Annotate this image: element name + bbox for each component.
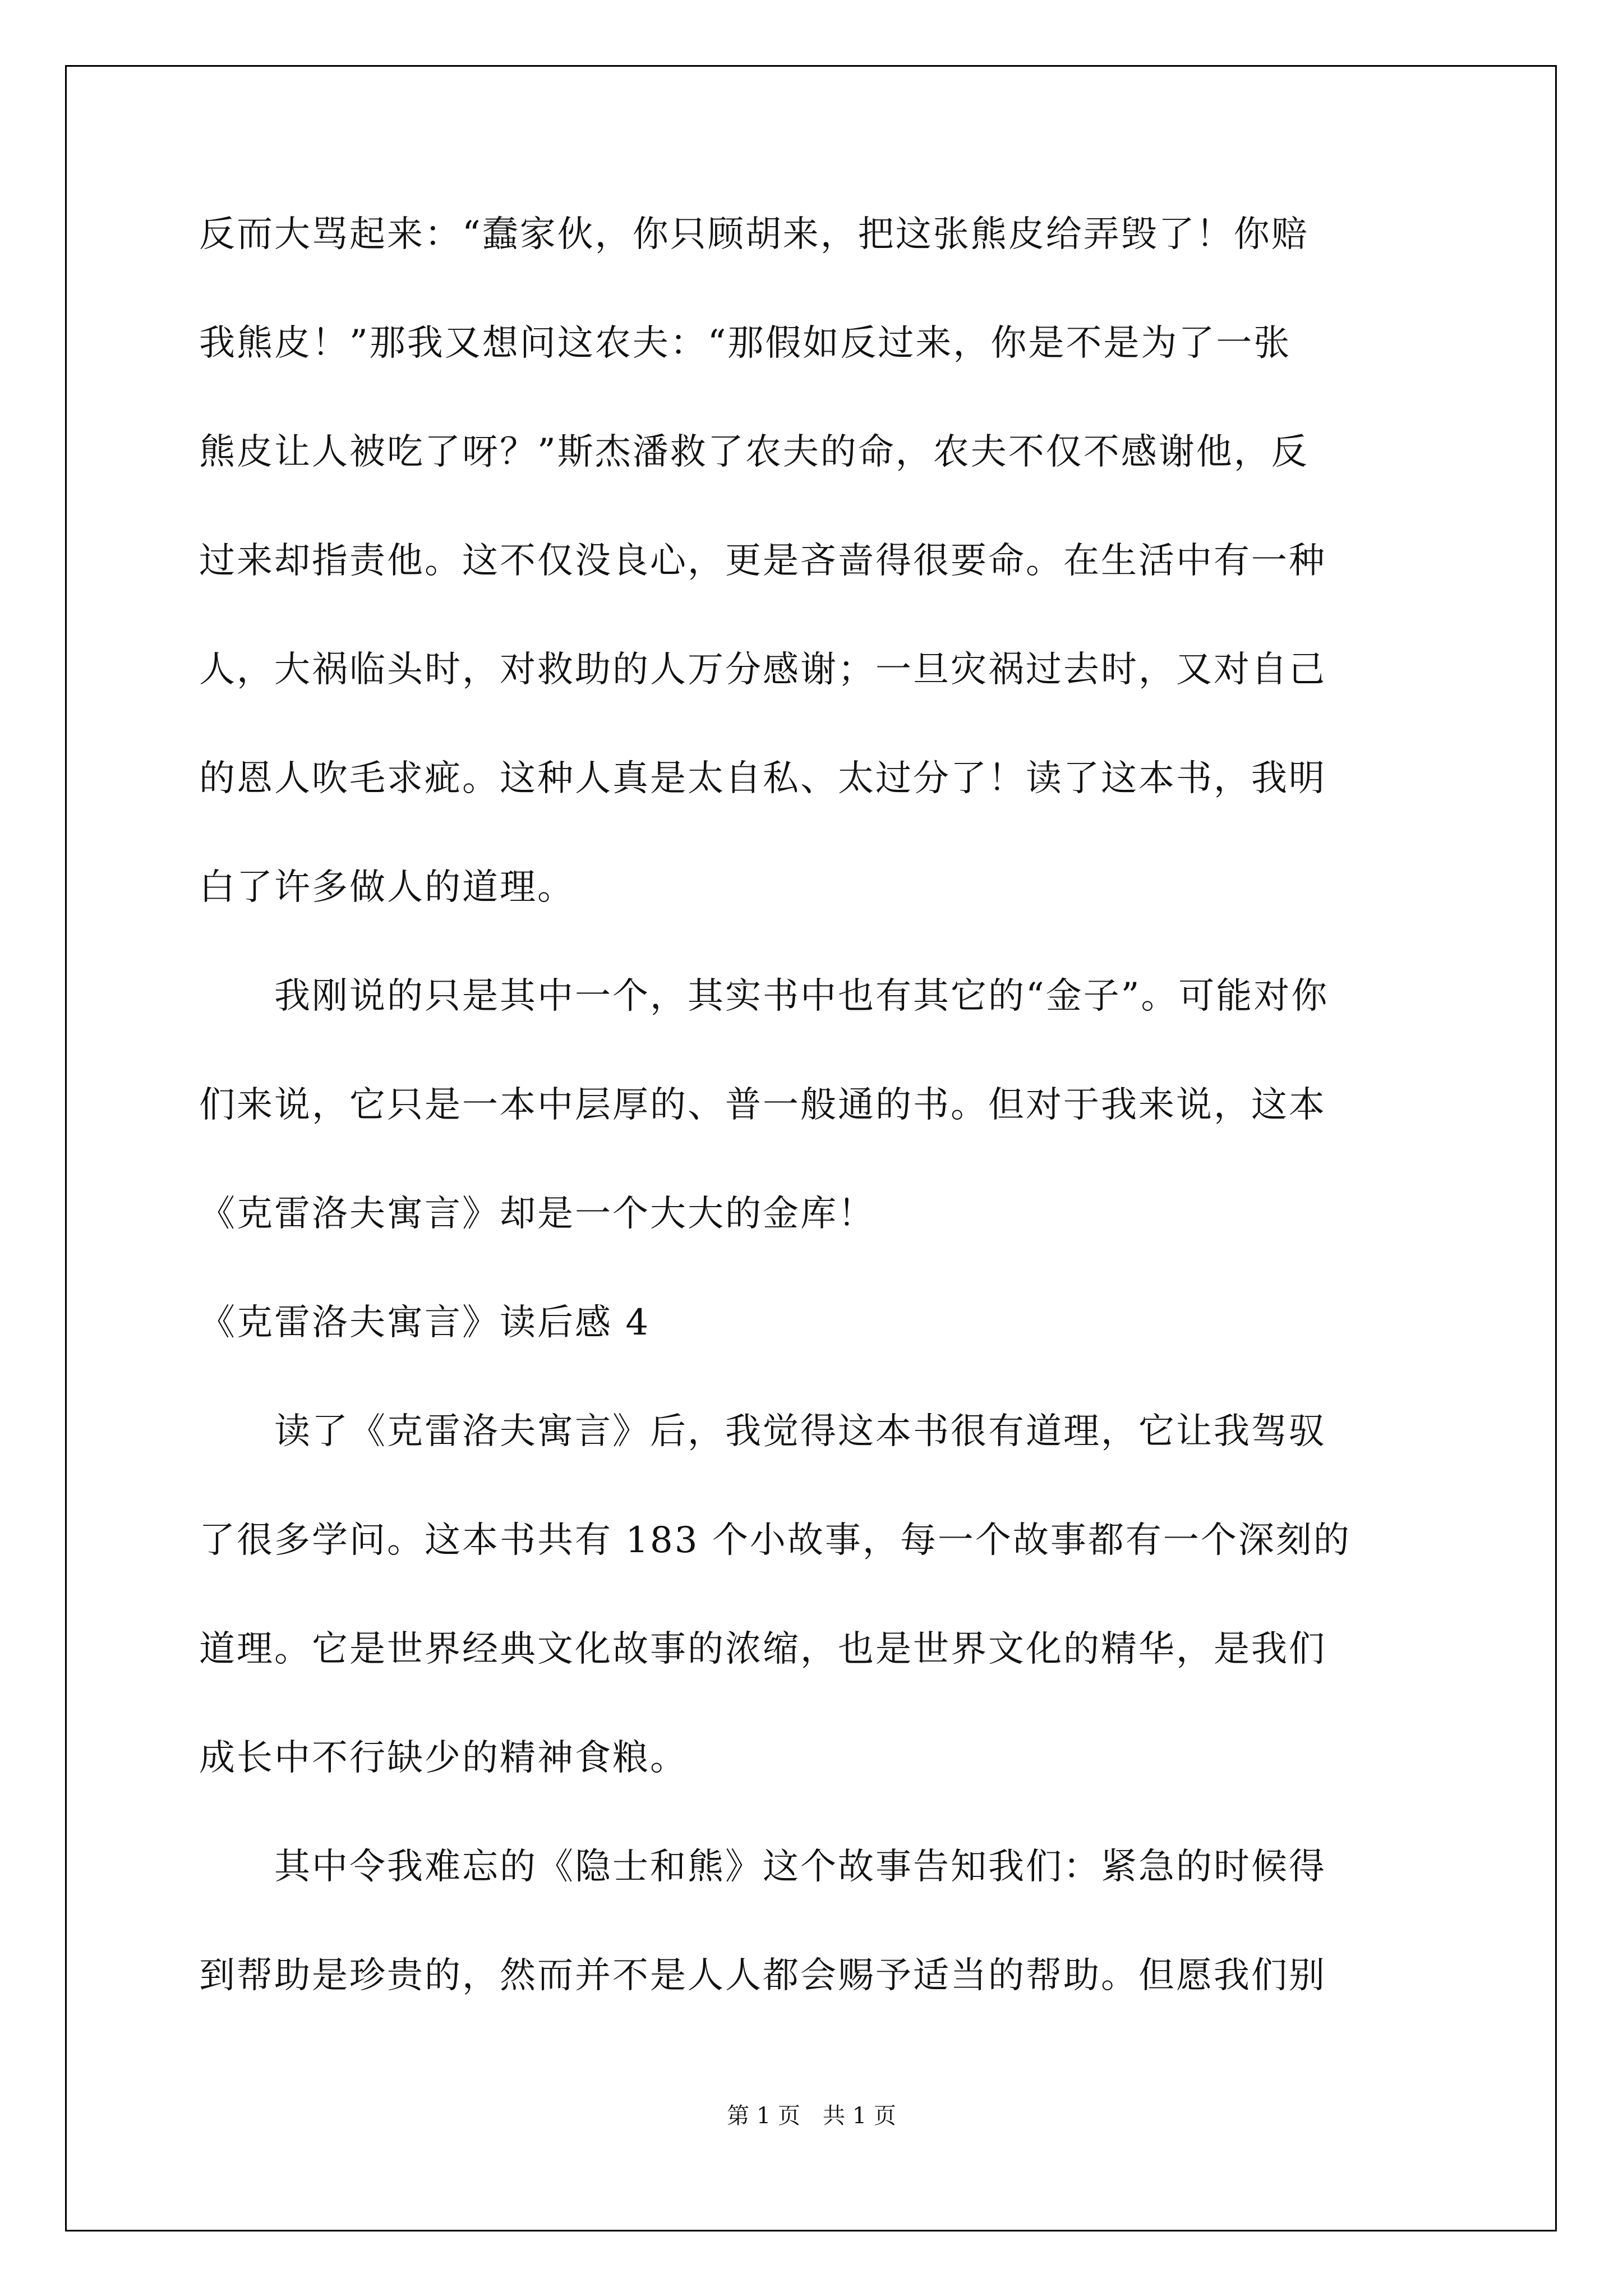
text-line: 到帮助是珍贵的，然而并不是人人都会赐予适当的帮助。但愿我们别	[199, 1955, 1326, 1996]
text-line: 的恩人吹毛求疵。这种人真是太自私、太过分了！读了这本书，我明	[199, 758, 1326, 799]
text-line: 熊皮让人被吃了呀？”斯杰潘救了农夫的命，农夫不仅不感谢他，反	[199, 431, 1309, 473]
text-line: 过来却指责他。这不仅没良心，更是吝啬得很要命。在生活中有一种	[199, 540, 1326, 582]
text-line: 反而大骂起来：“蠢家伙，你只顾胡来，把这张熊皮给弄毁了！你赔	[199, 214, 1309, 255]
text-line: 《克雷洛夫寓言》却是一个大大的金库！	[199, 1193, 875, 1235]
text-line: 道理。它是世界经典文化故事的浓缩，也是世界文化的精华，是我们	[199, 1628, 1326, 1670]
text-line: 白了许多做人的道理。	[199, 867, 575, 908]
page-footer: 第 1 页 共 1 页	[727, 2103, 896, 2129]
text-line: 读了《克雷洛夫寓言》后，我觉得这本书很有道理，它让我驾驭	[199, 1411, 1326, 1452]
text-line: 了很多学问。这本书共有 183 个小故事，每一个故事都有一个深刻的	[199, 1520, 1351, 1561]
text-line: 成长中不行缺少的精神食粮。	[199, 1737, 688, 1779]
text-line: 们来说，它只是一本中层厚的、普一般通的书。但对于我来说，这本	[199, 1084, 1326, 1126]
text-line: 我熊皮！”那我又想问这农夫：“那假如反过来，你是不是为了一张	[199, 323, 1292, 364]
section-heading: 《克雷洛夫寓言》读后感 4	[199, 1302, 651, 1343]
text-line: 其中令我难忘的《隐士和熊》这个故事告知我们：紧急的时候得	[199, 1846, 1326, 1888]
text-line: 我刚说的只是其中一个，其实书中也有其它的“金子”。可能对你	[199, 976, 1329, 1017]
document-body	[199, 208, 1424, 2058]
text-line: 人，大祸临头时，对救助的人万分感谢；一旦灾祸过去时，又对自己	[199, 649, 1326, 691]
